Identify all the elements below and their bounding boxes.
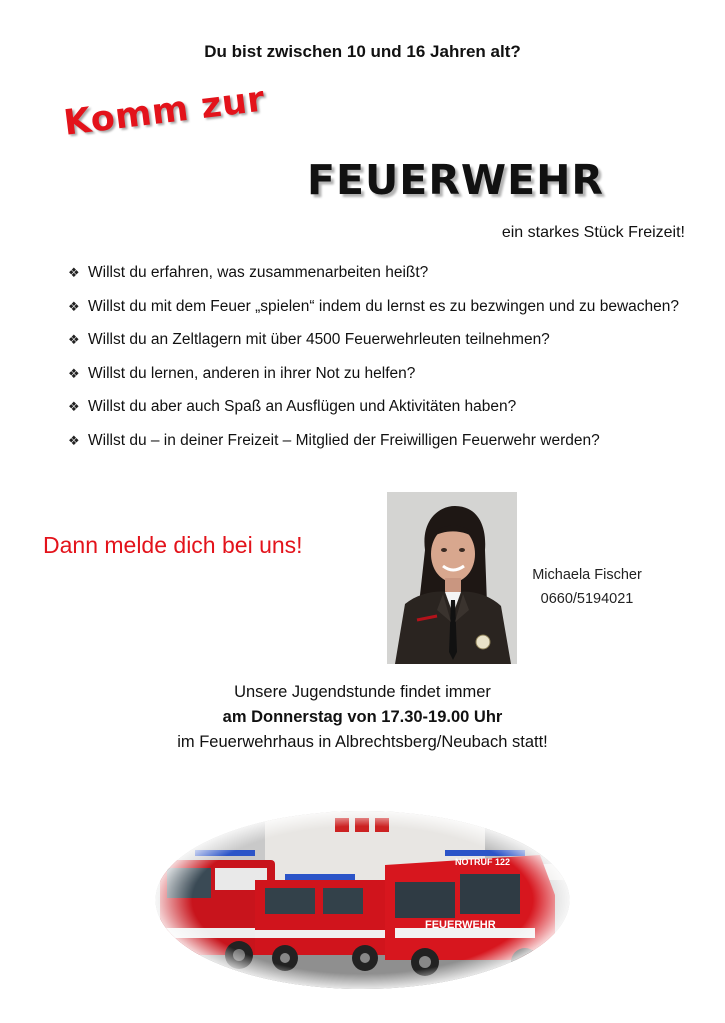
schedule-line-3: im Feuerwehrhaus in Albrechtsberg/Neubach statt! bbox=[177, 733, 548, 751]
call-to-action: Dann melde dich bei uns! bbox=[43, 532, 303, 558]
schedule-line-2: am Donnerstag von 17.30-19.00 Uhr bbox=[222, 708, 503, 726]
headline-feuerwehr: FEUERWEHR bbox=[307, 156, 605, 204]
contact-portrait bbox=[387, 492, 517, 664]
diamond-bullet-icon: ❖ bbox=[68, 332, 80, 348]
contact-phone: 0660/5194021 bbox=[540, 591, 634, 607]
list-item: ❖ Willst du lernen, anderen in ihrer Not zu helfen? bbox=[68, 357, 688, 391]
contact-name: Michaela Fischer bbox=[532, 567, 642, 583]
intro-question: Du bist zwischen 10 und 16 Jahren alt? bbox=[204, 42, 521, 61]
question-list bbox=[68, 256, 688, 458]
list-item: ❖ Willst du aber auch Spaß an Ausflügen und Aktivitäten haben? bbox=[68, 390, 688, 424]
portrait-image bbox=[387, 492, 517, 664]
tagline: ein starkes Stück Freizeit! bbox=[501, 224, 685, 241]
fire-trucks-photo bbox=[155, 810, 570, 990]
diamond-bullet-icon: ❖ bbox=[68, 298, 80, 314]
headline-komm-zur: Komm zur bbox=[61, 79, 268, 144]
diamond-bullet-icon: ❖ bbox=[68, 399, 80, 415]
list-item: ❖ Willst du erfahren, was zusammenarbeiten heißt? bbox=[68, 256, 688, 290]
diamond-bullet-icon: ❖ bbox=[68, 432, 80, 448]
list-item: ❖ Willst du – in deiner Freizeit – Mitglied der Freiwilligen Feuerwehr werden? bbox=[68, 424, 688, 458]
schedule-line-1: Unsere Jugendstunde findet immer bbox=[234, 683, 491, 701]
list-item: ❖ Willst du an Zeltlagern mit über 4500 Feuerwehrleuten teilnehmen? bbox=[68, 323, 688, 357]
diamond-bullet-icon: ❖ bbox=[68, 365, 80, 381]
diamond-bullet-icon: ❖ bbox=[68, 265, 80, 280]
meeting-schedule bbox=[0, 680, 725, 755]
list-item: ❖ Willst du mit dem Feuer „spielen“ indem du lernst es zu bezwingen und zu bewachen? bbox=[68, 290, 688, 324]
